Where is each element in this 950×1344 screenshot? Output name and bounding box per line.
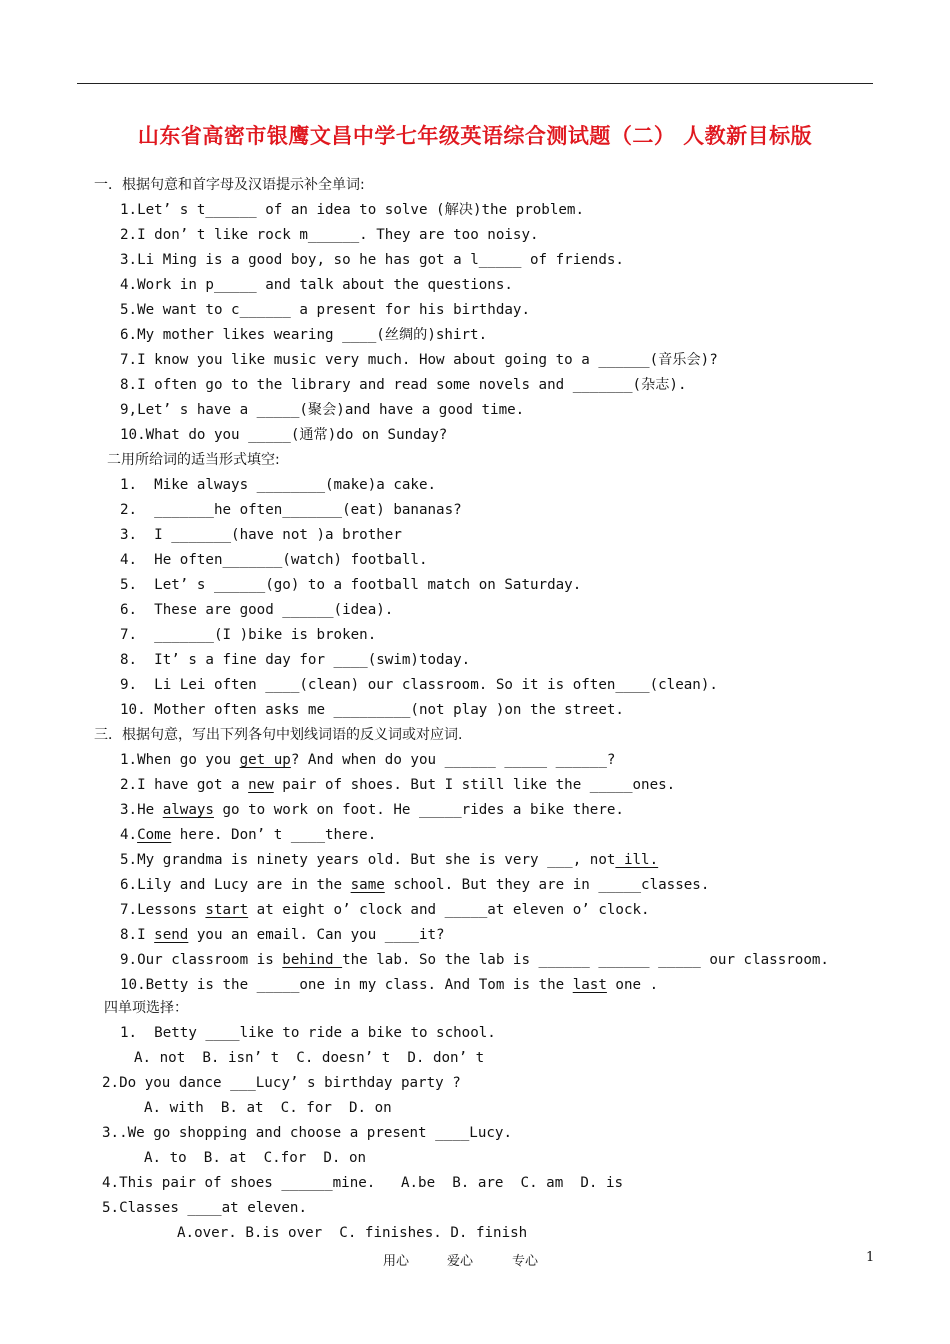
s3-item-1: 1.When go you get up? And when do you ______ _____ ______? [120,752,616,768]
s1-item-7: 7.I know you like music very much. How about going to a ______(音乐会)? [120,352,718,368]
s4-options-1: A. not B. isn’ t C. doesn’ t D. don’ t [134,1050,485,1066]
s3-item-7: 7.Lessons start at eight o’ clock and _____at eleven o’ clock. [120,902,650,918]
s2-item-9: 9. Li Lei often ____(clean) our classroom. So it is often____(clean). [120,677,718,693]
s4-options-5: A.over. B.is over C. finishes. D. finish [177,1225,528,1241]
s3-item-9: 9.Our classroom is behind the lab. So the lab is ______ ______ _____ our classroom. [120,952,829,968]
section-1-heading: 一．根据句意和首字母及汉语提示补全单词: [94,177,365,193]
s2-item-1: 1. Mike always ________(make)a cake. [120,477,437,493]
s1-item-5: 5.We want to c______ a present for his birthday. [120,302,530,318]
s3-item-5: 5.My grandma is ninety years old. But she is very ___, not ill. [120,852,659,868]
s2-item-3: 3. I _______(have not )a brother [120,527,402,543]
s4-options-2: A. with B. at C. for D. on [144,1100,392,1116]
s1-item-8: 8.I often go to the library and read some novels and _______(杂志). [120,377,687,393]
s4-question-2: 2.Do you dance ___Lucy’ s birthday party ? [102,1075,461,1091]
s3-item-10: 10.Betty is the _____one in my class. And Tom is the last one . [120,977,659,993]
s2-item-6: 6. These are good ______(idea). [120,602,394,618]
s4-question-3: 3..We go shopping and choose a present ____Lucy. [102,1125,512,1141]
footer-text-2: 爱心 [447,1254,474,1269]
page-title: 山东省高密市银鹰文昌中学七年级英语综合测试题（二） 人教新目标版 [137,124,813,148]
underlined-word: behind [282,952,343,968]
underlined-word: last [572,977,607,993]
underlined-word: start [205,902,249,918]
s2-item-5: 5. Let’ s ______(go) to a football match on Saturday. [120,577,582,593]
underlined-word: same [350,877,385,893]
s3-item-6: 6.Lily and Lucy are in the same school. But they are in _____classes. [120,877,710,893]
s3-item-8: 8.I send you an email. Can you ____it? [120,927,445,943]
footer-text-3: 专心 [512,1254,539,1269]
s1-item-6: 6.My mother likes wearing ____(丝绸的)shirt. [120,327,488,343]
section-4-heading: 四单项选择： [104,1000,188,1016]
s1-item-9: 9,Let’ s have a _____(聚会)and have a good time. [120,402,525,418]
s3-item-4: 4.Come here. Don’ t ____there. [120,827,377,843]
s4-question-5: 5.Classes ____at eleven. [102,1200,307,1216]
s4-question-1: 1. Betty ____like to ride a bike to school. [120,1025,496,1041]
s2-item-7: 7. _______(I )bike is broken. [120,627,377,643]
s2-item-4: 4. He often_______(watch) football. [120,552,428,568]
s3-item-2: 2.I have got a new pair of shoes. But I still like the _____ones. [120,777,676,793]
s2-item-8: 8. It’ s a fine day for ____(swim)today. [120,652,471,668]
underlined-word: always [162,802,214,818]
underlined-word: Come [137,827,172,843]
s1-item-1: 1.Let’ s t______ of an idea to solve (解决)the problem. [120,202,584,218]
s1-item-10: 10.What do you _____(通常)do on Sunday? [120,427,448,443]
underlined-word: send [154,927,189,943]
s1-item-4: 4.Work in p_____ and talk about the questions. [120,277,513,293]
s3-item-3: 3.He always go to work on foot. He _____rides a bike there. [120,802,624,818]
section-3-heading: 三．根据句意，写出下列各句中划线词语的反义词或对应词. [94,727,463,743]
section-2-heading: 二用所给词的适当形式填空: [107,452,280,468]
underlined-word: get up [239,752,291,768]
underlined-word: ill. [615,852,659,868]
underlined-word: new [248,777,274,793]
footer-text-1: 用心 [383,1254,410,1269]
s4-question-4: 4.This pair of shoes ______mine. A.be B. are C. am D. is [102,1175,624,1191]
s1-item-3: 3.Li Ming is a good boy, so he has got a l_____ of friends. [120,252,624,268]
page-number: 1 [866,1250,875,1265]
s1-item-2: 2.I don’ t like rock m______. They are too noisy. [120,227,539,243]
s4-options-3: A. to B. at C.for D. on [144,1150,367,1166]
header-rule [77,83,873,84]
s2-item-2: 2. _______he often_______(eat) bananas? [120,502,462,518]
s2-item-10: 10. Mother often asks me _________(not play )on the street. [120,702,624,718]
